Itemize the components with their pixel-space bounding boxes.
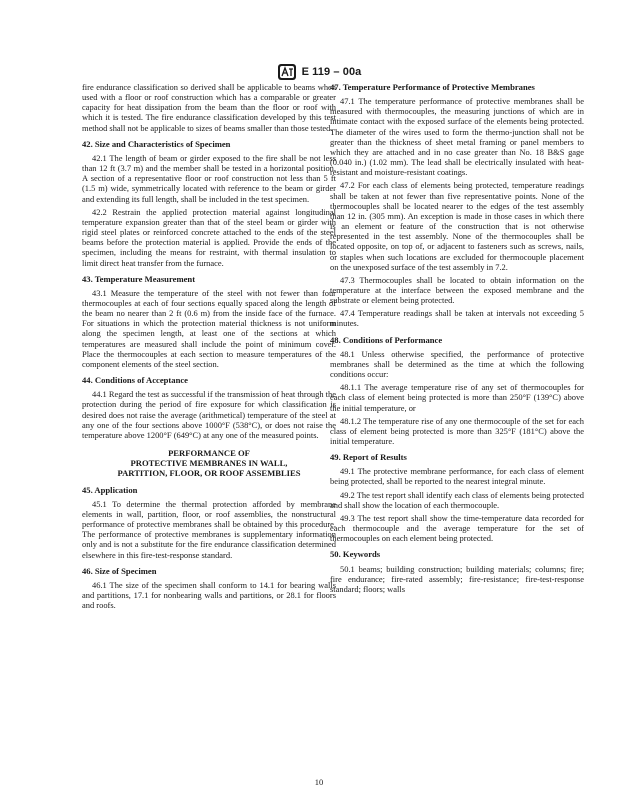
section-heading: 48. Conditions of Performance	[330, 334, 443, 345]
paragraph: 42.2 Restrain the applied protection material against longitudinal temperature expansion greater than that of the steel beam or girder with rigid steel plates or reinforced concrete attached to the ends of the steel beams before the protection material is applied. Provide the ends of the specimen, including the means for restraint, with thermal insulation to limit direct heat transfer from the furnace.	[82, 206, 336, 268]
section-heading: 45. Application	[82, 484, 138, 495]
page-number: 10	[314, 777, 324, 787]
left-column	[82, 82, 336, 613]
part-title-line: PROTECTIVE MEMBRANES IN WALL,	[130, 458, 288, 469]
paragraph: 49.3 The test report shall show the time-temperature data recorded for each thermocouple and the average temperature for the set of thermocouples on each element being protected.	[330, 512, 584, 544]
page-header	[0, 63, 638, 81]
section-heading: 42. Size and Characteristics of Specimen	[82, 138, 231, 149]
part-title-line: PARTITION, FLOOR, OR ROOF ASSEMBLIES	[117, 468, 301, 479]
paragraph: 45.1 To determine the thermal protection afforded by membrane elements in wall, partition, floor, or roof assemblies, the nonstructural performance of protective membranes shall be obtained by this procedure. The performance of protective membranes is supplementary information only and is not a substitute for the fire endurance classification determined elsewhere in this fire-test-response standard.	[82, 498, 336, 560]
section-heading: 46. Size of Specimen	[82, 565, 157, 576]
paragraph: 42.1 The length of beam or girder exposed to the fire shall be not less than 12 ft (3.7 m) and the member shall be tested in a horizontal position. A section of a representative floor or roof construction not less than 5 ft (1.5 m) wide, symmetrically located with reference to the beam or girder and extending its full length, shall be included in the test specimen.	[82, 152, 336, 204]
paragraph: 44.1 Regard the test as successful if the transmission of heat through the protection during the period of fire exposure for which classification is desired does not raise the average (arithmetical) temperature of the steel at any one of the four sections above 1000°F (538°C), or does not raise the temperature above 1200°F (649°C) at any one of the measured points.	[82, 389, 336, 440]
part-title-line: PERFORMANCE OF	[168, 448, 250, 458]
paragraph: 50.1 beams; building construction; building materials; columns; fire; fire endurance; fire-rated assembly; fire-resistance; fire-test-response standard; floors; walls	[330, 563, 584, 594]
paragraph: 47.2 For each class of elements being protected, temperature readings shall be taken at not fewer than five representative points. None of the thermocouples shall be located nearer to the edges of the test assembly than 12 in. (305 mm). An exception is made in those cases in which there is an element or feature of the construction that is not otherwise represented in the test assembly. None of the thermocouples shall be located opposite, on top of, or adjacent to fasteners such as screws, nails, or staples when such locations are excluded for thermocouple placement on the unexposed surface of the test assembly in 7.2.	[330, 180, 584, 272]
section-heading: 47. Temperature Performance of Protective Membranes	[330, 82, 535, 92]
paragraph: 46.1 The size of the specimen shall conform to 14.1 for bearing walls and partitions, 17.1 for nonbearing walls and partitions, or 28.1 for floors and roofs.	[82, 579, 336, 611]
paragraph: 48.1.1 The average temperature rise of any set of thermocouples for each class of element being protected is more than 250°F (139°C) above the initial temperature, or	[330, 382, 584, 413]
astm-logo-icon	[277, 63, 297, 81]
paragraph: 49.1 The protective membrane performance, for each class of element being protected, shall be reported to the nearest integral minute.	[330, 466, 584, 487]
right-column	[330, 82, 584, 597]
section-heading: 44. Conditions of Acceptance	[82, 375, 188, 386]
paragraph: 47.3 Thermocouples shall be located to obtain information on the temperature at the interface between the exposed membrane and the substrate or element being protected.	[330, 274, 584, 306]
paragraph: 47.4 Temperature readings shall be taken at intervals not exceeding 5 minutes.	[330, 308, 584, 329]
paragraph: 48.1 Unless otherwise specified, the performance of protective membranes shall be determined as the time at which the following conditions occur:	[330, 348, 584, 380]
paragraph: 43.1 Measure the temperature of the steel with not fewer than four thermocouples at each of four sections equally spaced along the length of the beam no nearer than 2 ft (0.6 m) from the inside face of the furnace. For situations in which the protection material thickness is not uniform along the specimen length, at least one of the sections at which temperatures are measured shall include the point of minimum cover. Place the thermocouples at each section to measure temperatures of the component elements of the steel section.	[82, 287, 336, 369]
paragraph: 49.2 The test report shall identify each class of elements being protected and shall show the location of each thermocouple.	[330, 489, 584, 510]
paragraph: 48.1.2 The temperature rise of any one thermocouple of the set for each class of element being protected is more than 325°F (181°C) above the initial temperature.	[330, 415, 584, 446]
paragraph: fire endurance classification so derived shall be applicable to beams when used with a floor or roof construction which has a comparable or greater capacity for heat dissipation from the beam than the floor or roof with which it is tested. The fire endurance classification developed by this test method shall not be applicable to sizes of beams smaller than those tested.	[82, 82, 336, 133]
paragraph: 47.1 The temperature performance of protective membranes shall be measured with thermocouples, the measuring junctions of which are in intimate contact with the exposed surface of the elements being protected. The diameter of the wires used to form the thermo-junction shall not be greater than the thickness of sheet metal framing or panel members to which they are attached and in no case greater than No. 18 B&S gage (0.040 in.) (1.02 mm). The lead shall be electrically insulated with heat-resistant and moisture-resistant coatings.	[330, 96, 584, 178]
section-heading: 43. Temperature Measurement	[82, 273, 196, 284]
section-heading: 50. Keywords	[330, 549, 381, 560]
section-heading: 49. Report of Results	[330, 452, 407, 463]
standard-designation: E 119 – 00a	[301, 66, 362, 78]
part-title	[82, 448, 336, 479]
